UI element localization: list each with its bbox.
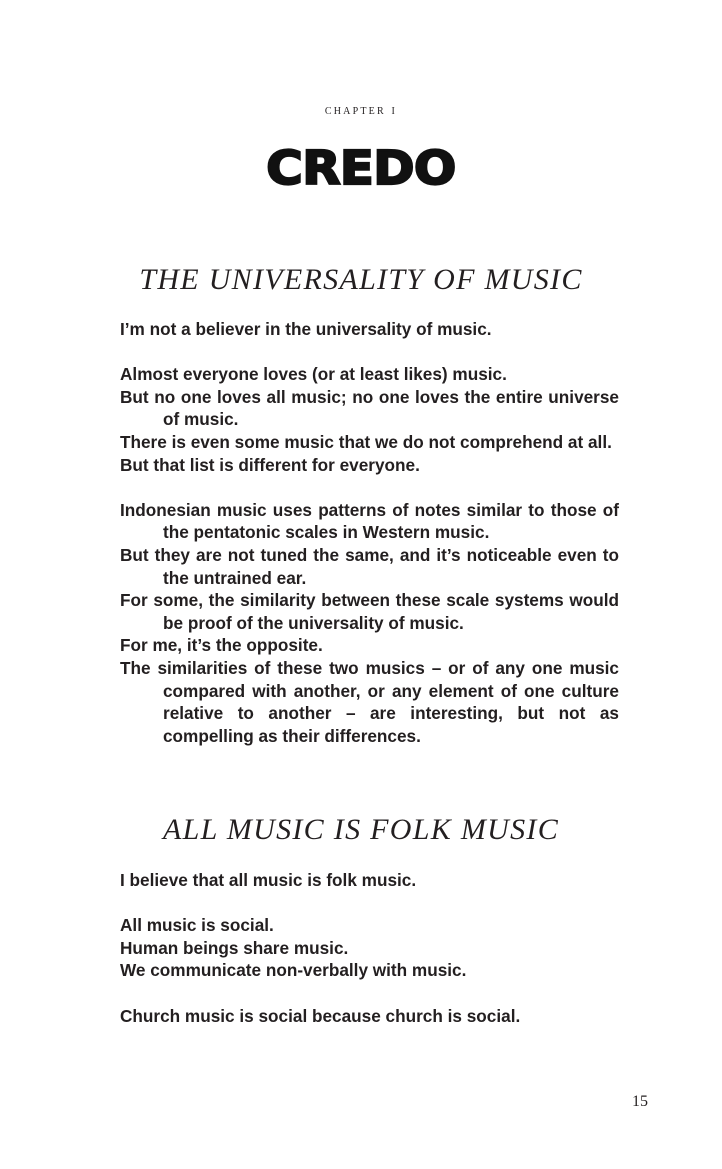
- body-line: For some, the similarity between these scale systems would be proof of the universality of music.: [120, 590, 619, 633]
- section-heading-universality: THE UNIVERSALITY OF MUSIC: [139, 263, 583, 296]
- chapter-title: CREDO: [266, 141, 456, 195]
- body-line: Almost everyone loves (or at least likes) music.: [120, 364, 507, 385]
- body-line: All music is social.: [120, 915, 274, 936]
- body-line: But they are not tuned the same, and it’s noticeable even to the untrained ear.: [120, 544, 619, 588]
- body-line: But that list is different for everyone.: [120, 454, 420, 475]
- section-heading-folk-music: ALL MUSIC IS FOLK MUSIC: [162, 813, 560, 846]
- body-line: There is even some music that we do not comprehend at all.: [120, 431, 612, 452]
- body-line: I believe that all music is folk music.: [120, 870, 417, 890]
- body-line: But no one loves all music; no one loves the entire universe of music.: [120, 386, 619, 430]
- body-line: Church music is social because church is social.: [120, 1005, 521, 1026]
- section-body-folk-music: [120, 869, 619, 1027]
- body-line: The similarities of these two musics – or of any one music compared with another, or any element of one culture relative to another – are interesting, but not as compelling as their differences.: [120, 657, 619, 746]
- body-line: Human beings share music.: [120, 937, 349, 958]
- section-body-universality: [120, 318, 619, 747]
- body-line: I’m not a believer in the universality of music.: [120, 319, 492, 339]
- chapter-label: chapter i: [324, 103, 398, 118]
- body-line: We communicate non-verbally with music.: [120, 960, 467, 981]
- body-line: For me, it’s the opposite.: [120, 635, 323, 656]
- body-line: Indonesian music uses patterns of notes similar to those of the pentatonic scales in Western music.: [120, 499, 619, 543]
- page-number: 15: [632, 1093, 648, 1110]
